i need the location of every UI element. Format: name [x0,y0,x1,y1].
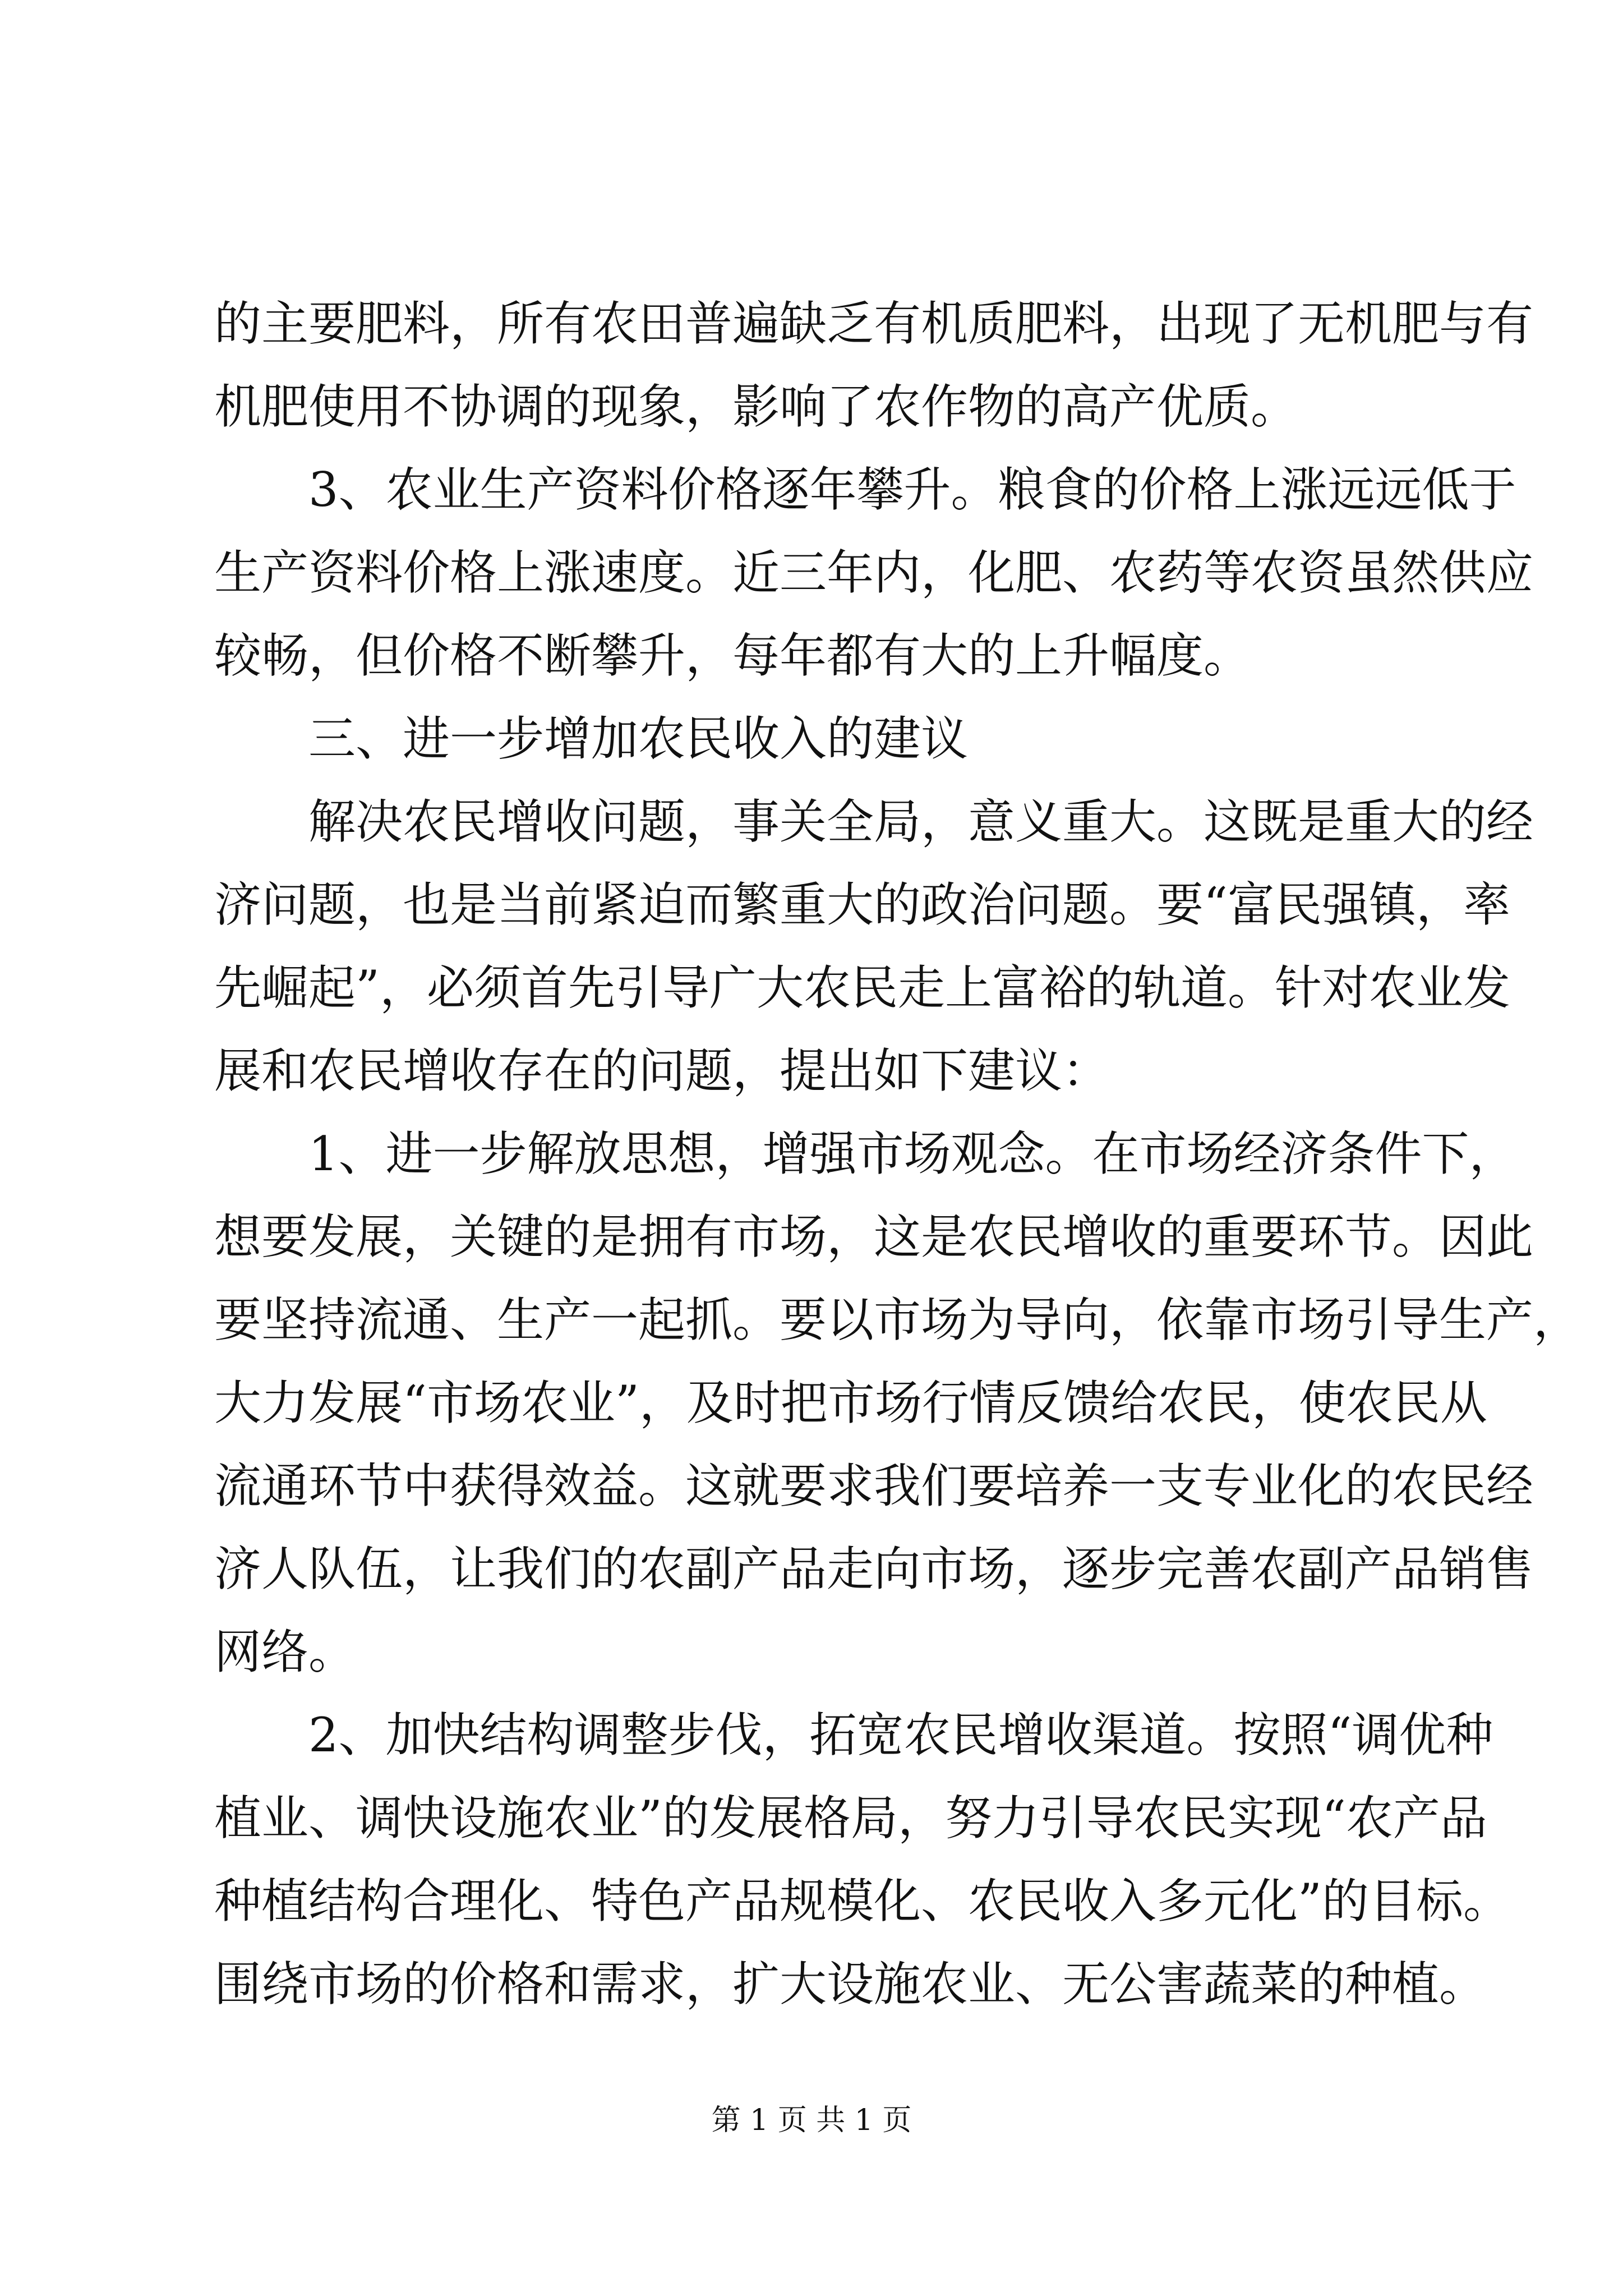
text-line: 生产资料价格上涨速度。近三年内，化肥、农药等农资虽然供应 [214,545,1534,600]
text-line: 2、加快结构调整步伐，拓宽农民增收渠道。按照“调优种 [214,1708,1493,1763]
text-line: 想要发展，关键的是拥有市场，这是农民增收的重要环节。因此 [214,1209,1534,1264]
text-line: 3、农业生产资料价格逐年攀升。粮食的价格上涨远远低于 [214,462,1516,517]
text-line: 济人队伍，让我们的农副产品走向市场，逐步完善农副产品销售 [214,1542,1534,1596]
text-line: 植业、调快设施农业”的发展格局，努力引导农民实现“农产品 [214,1791,1487,1846]
page-footer [0,2101,1623,2140]
text-line: 机肥使用不协调的现象，影响了农作物的高产优质。 [214,379,1298,434]
text-line: 要坚持流通、生产一起抓。要以市场为导向，依靠市场引导生产， [214,1292,1581,1347]
text-line: 流通环节中获得效益。这就要求我们要培养一支专业化的农民经 [214,1458,1534,1513]
text-line: 网络。 [214,1625,356,1680]
text-line: 较畅，但价格不断攀升，每年都有大的上升幅度。 [214,628,1251,683]
text-line: 解决农民增收问题，事关全局，意义重大。这既是重大的经 [214,794,1534,849]
text-line: 济问题，也是当前紧迫而繁重大的政治问题。要“富民强镇，率 [214,877,1510,932]
text-line: 先崛起”，必须首先引导广大农民走上富裕的轨道。针对农业发 [214,960,1510,1015]
text-line: 的主要肥料，所有农田普遍缺乏有机质肥料，出现了无机肥与有 [214,296,1534,351]
page-number-label: 第 1 页 共 1 页 [711,2104,912,2137]
text-line: 1、进一步解放思想，增强市场观念。在市场经济条件下， [214,1126,1516,1181]
text-line: 种植结构合理化、特色产品规模化、农民收入多元化”的目标。 [214,1874,1510,1929]
text-line: 围绕市场的价格和需求，扩大设施农业、无公害蔬菜的种植。 [214,1957,1487,2012]
text-line: 大力发展“市场农业”，及时把市场行情反馈给农民，使农民从 [214,1375,1487,1430]
text-line: 展和农民增收存在的问题，提出如下建议： [214,1043,1110,1098]
section-heading: 三、进一步增加农民收入的建议 [214,711,969,766]
